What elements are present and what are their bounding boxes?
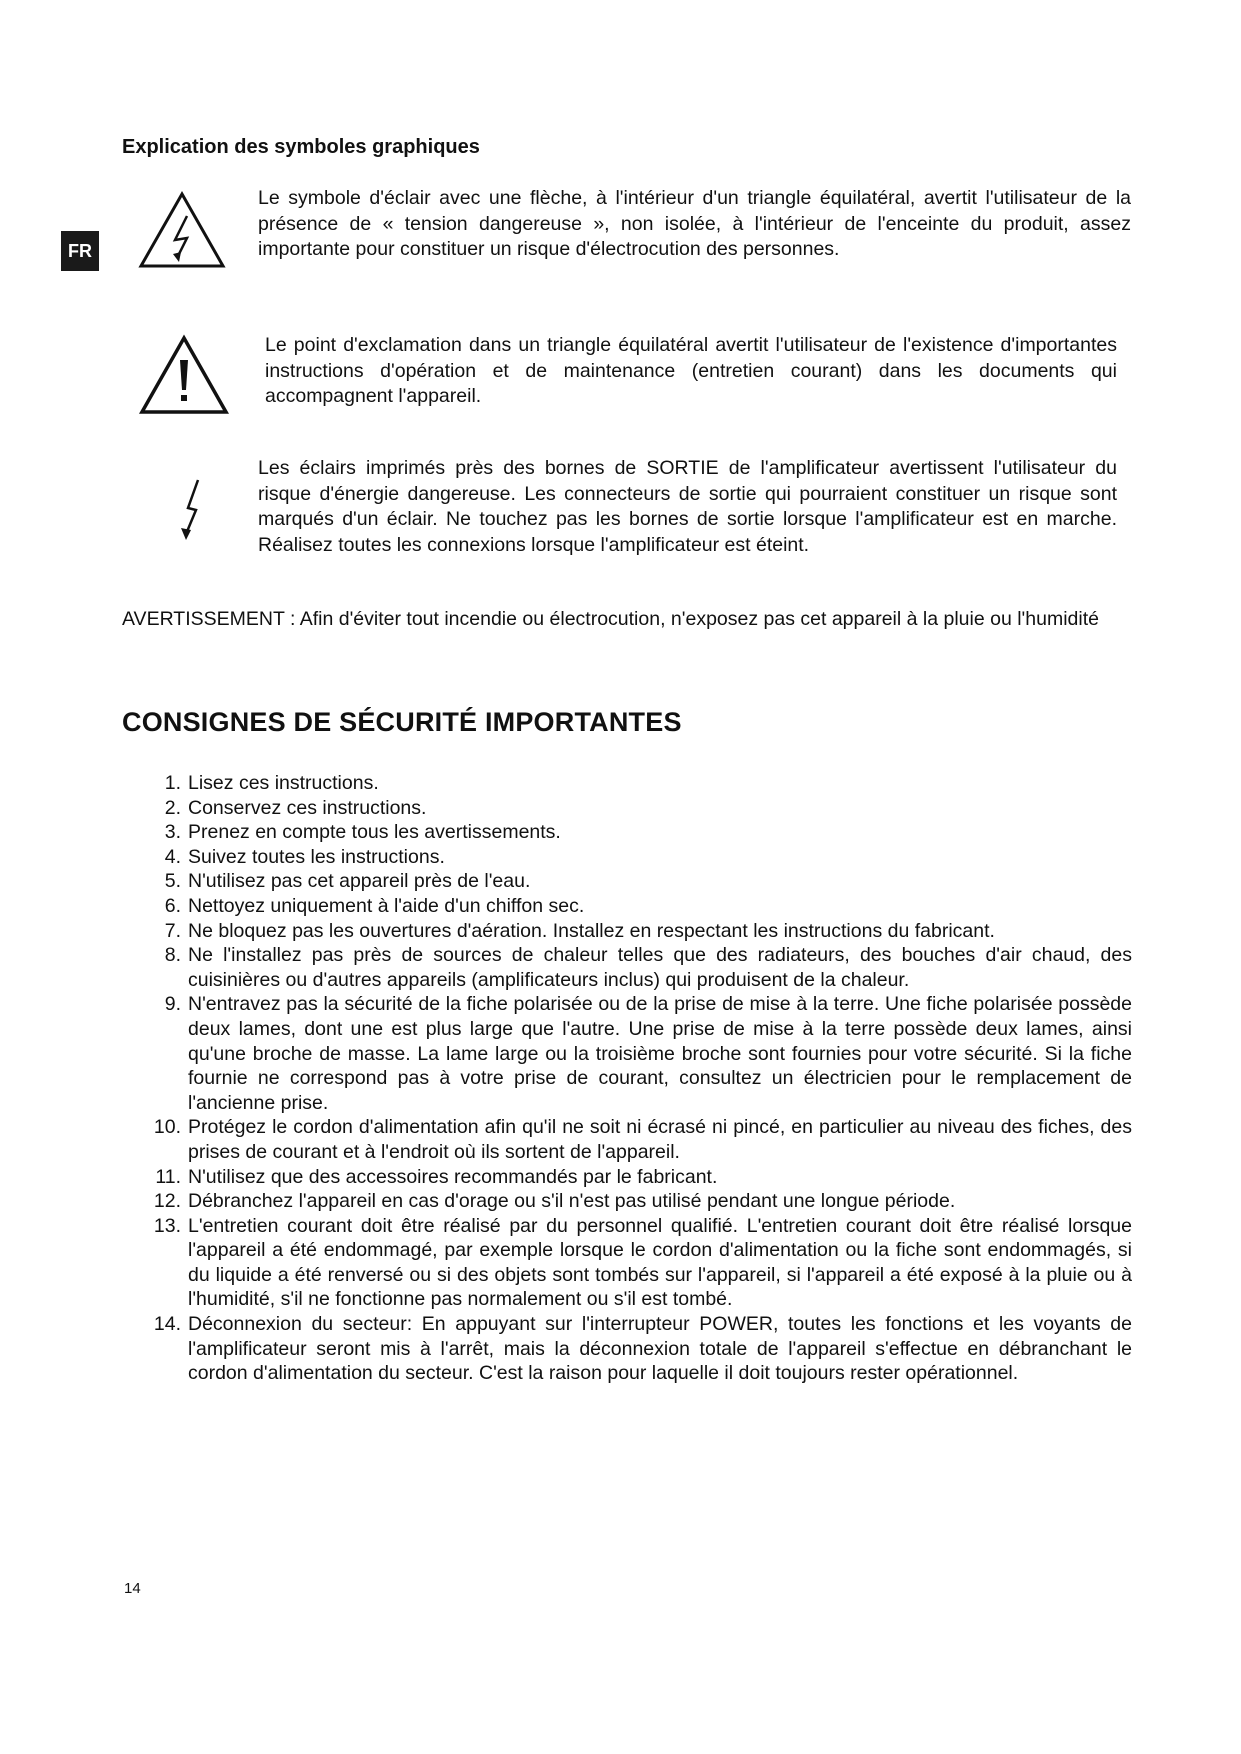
- list-item: 10. Protégez le cordon d'alimentation afin qu'il ne soit ni écrasé ni pincé, en particulier au niveau des fiches, des prises de courant et à l'endroit où ils sortent de l'appareil.: [153, 1116, 1132, 1163]
- symbol-description: Le point d'exclamation dans un triangle équilatéral avertit l'utilisateur de l'existence d'importantes instructions d'opération et de maintenance (entretien courant) dans les documents qui accompagnent l'appareil.: [265, 334, 1117, 407]
- list-item: 3. Prenez en compte tous les avertissements.: [164, 821, 561, 844]
- lightning-bolt-icon: [176, 478, 206, 542]
- list-item: 7. Ne bloquez pas les ouvertures d'aération. Installez en respectant les instructions du fabricant.: [164, 919, 995, 942]
- page-title: CONSIGNES DE SÉCURITÉ IMPORTANTES: [122, 707, 682, 737]
- page-number: 14: [124, 1580, 141, 1597]
- list-item: 8. Ne l'installez pas près de sources de chaleur telles que des radiateurs, des bouches d'air chaud, des cuisinières ou d'autres appareils (amplificateurs inclus) qui produisent de la chaleur.: [164, 944, 1132, 991]
- exclamation-triangle-icon: [138, 334, 230, 416]
- list-item: 4. Suivez toutes les instructions.: [164, 845, 445, 868]
- list-item: 6. Nettoyez uniquement à l'aide d'un chiffon sec.: [164, 894, 585, 917]
- list-item: 13. L'entretien courant doit être réalisé par du personnel qualifié. L'entretien courant doit être réalisé lorsque l'appareil a été endommagé, par exemple lorsque le cordon d'alimentation ou la fiche sont endommagés, si du liquide a été renversé ou si des objets sont tombés sur l'appareil, si l'appareil a été exposé à la pluie ou à l'humidité, s'il ne fonctionne pas normalement ou s'il est tombé.: [153, 1214, 1132, 1311]
- list-item: 2. Conservez ces instructions.: [164, 796, 427, 819]
- list-item: 5. N'utilisez pas cet appareil près de l'eau.: [164, 870, 531, 893]
- symbol-description: Le symbole d'éclair avec une flèche, à l'intérieur d'un triangle équilatéral, avertit l'utilisateur de la présence de « tension dangereuse », non isolée, à l'intérieur de l'enceinte du produit, assez importante pour constituer un risque d'électrocution des personnes.: [258, 187, 1131, 260]
- list-item: 12. Débranchez l'appareil en cas d'orage ou s'il n'est pas utilisé pendant une longue période.: [153, 1190, 956, 1213]
- lightning-triangle-icon: [137, 190, 227, 270]
- list-item: 1. Lisez ces instructions.: [164, 772, 379, 794]
- list-item: 11. N'utilisez que des accessoires recommandés par le fabricant.: [155, 1165, 718, 1188]
- instruction-list: [150, 771, 1132, 1386]
- list-item: 14. Déconnexion du secteur: En appuyant sur l'interrupteur POWER, toutes les fonctions et les voyants de l'amplificateur seront mis à l'arrêt, mais la déconnexion totale de l'appareil s'effectue en débranchant le cordon d'alimentation du secteur. C'est la raison pour laquelle il doit toujours rester opérationnel.: [153, 1313, 1132, 1385]
- list-item: 9. N'entravez pas la sécurité de la fiche polarisée ou de la prise de mise à la terre. Une fiche polarisée possède deux lames, dont une est plus large que l'autre. Une prise de mise à la terre possède deux lames, ainsi qu'une broche de masse. La lame large ou la troisième broche sont fournies pour votre sécurité. Si la fiche fournie ne correspond pas à votre prise de courant, consultez un électricien pour le remplacement de l'ancienne prise.: [164, 993, 1132, 1114]
- warning-text: AVERTISSEMENT : Afin d'éviter tout incendie ou électrocution, n'exposez pas cet appareil à la pluie ou l'humidité: [122, 608, 1099, 630]
- section-title: Explication des symboles graphiques: [122, 136, 480, 158]
- symbol-description: Les éclairs imprimés près des bornes de SORTIE de l'amplificateur avertissent l'utilisateur du risque d'énergie dangereuse. Les connecteurs de sortie qui pourraient constituer un risque sont marqués d'un éclair. Ne touchez pas les bornes de sortie lorsque l'amplificateur est en marche. Réalisez toutes les connexions lorsque l'amplificateur est éteint.: [258, 457, 1117, 556]
- language-tab: FR: [61, 231, 99, 271]
